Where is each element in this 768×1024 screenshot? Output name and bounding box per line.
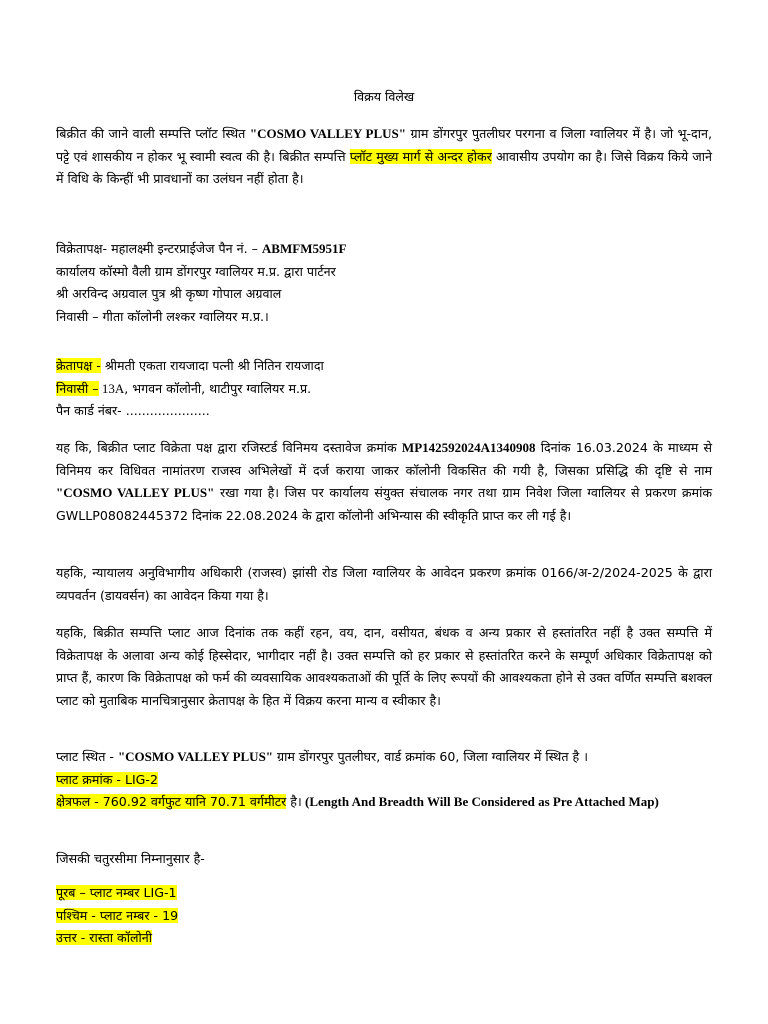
registration-doc-number: MP142592024A1340908 [401,440,536,455]
registration-text-1: यह कि, बिक्रीत प्लाट विक्रेता पक्ष द्वारा रजिस्टर्ड विनिमय दस्तावेज क्रमांक [56,440,402,455]
plot-map-note: (Length And Breadth Will Be Considered as Pre Attached Map) [301,794,659,809]
plot-location-text: ग्राम डोंगरपुर पुतलीघर, वार्ड क्रमांक 60, जिला ग्वालियर में स्थित है । [273,749,588,764]
buyer-section [56,355,712,423]
registration-text-3: रखा गया है। जिस पर कार्यालय संयुक्त संचालक नगर तथा ग्राम निवेश जिला ग्वालियर से प्रकरण क्रमांक GWLLP08082445372 दिनांक 22.08.2024 के द्वारा कॉलोनी अभिन्यास की स्वीकृति प्राप्त कर ली गई है। [56,485,713,523]
registration-text-2: दिनांक 16.03.2024 के माध्यम से विनिमय कर विधिवत नामांतरण राजस्व अभिलेखों में दर्ज कराया जाकर कॉलोनी विकसित की गयी है, जिसका प्रसिद्धि की दृष्टि से नाम [56,440,713,478]
boundary-east [56,882,712,905]
buyer-address-number: 13A [98,380,125,396]
buyer-line-2 [56,378,712,401]
registration-project-name: "COSMO VALLEY PLUS" [56,485,215,500]
diversion-paragraph: यहकि, न्यायालय अनुविभागीय अधिकारी (राजस्व) झांसी रोड जिला ग्वालियर के आवेदन प्रकरण क्रमांक 0166/अ-2/2024-2025 के द्वारा व्यपवर्तन (डायवर्सन) का आवेदन किया गया है। [56,565,712,603]
seller-label: विक्रेतापक्ष- महालक्ष्मी इन्टरप्राईजेज पैन नं. – [56,241,262,256]
buyer-name: श्रीमती एकता रायजादा पत्नी श्री नितिन रायजादा [100,358,324,373]
buyer-address-label: निवासी – [56,380,99,396]
plot-location-label: प्लाट स्थित - [56,749,118,764]
seller-line-3: श्री अरविन्द अग्रवाल पुत्र श्री कृष्ण गोपाल अग्रवाल [56,286,282,301]
rights-paragraph: यहकि, बिक्रीत सम्पत्ति प्लाट आज दिनांक तक कहीं रहन, वय, दान, वसीयत, बंधक व अन्य प्रकार से हस्तांतरित नहीं है उक्त सम्पत्ति में विक्रेतापक्ष के अलावा अन्य कोई हिस्सेदार, भागीदार नहीं है। उक्त सम्पत्ति को हर प्रकार से हस्तांतरित करने के सम्पूर्ण अधिकार विक्रेतापक्ष को प्राप्त हैं, कारण कि विक्रेतापक्ष को फर्म की व्यवसायिक आवश्यकताओं की पूर्ति के लिए रूपयों की आवश्यकता होने से उक्त वर्णित सम्पत्ति बशक्ल प्लाट को मुताबिक मानचित्रानुसार क्रेतापक्ष के हित में विक्रय करना मान्य व स्वीकार है। [56,625,712,708]
plot-location-line [56,746,712,769]
seller-line-1 [56,238,712,261]
plot-area-line [56,791,712,814]
boundary-north [56,927,712,950]
document-title: विक्रय विलेख [353,89,415,104]
plot-project-name: "COSMO VALLEY PLUS" [117,749,274,764]
plot-number: प्लाट क्रमांक - LIG-2 [56,771,158,787]
seller-line-4: निवासी – गीता कॉलोनी लश्कर ग्वालियर म.प्र.। [56,308,269,324]
boundary-heading: जिसकी चतुरसीमा निम्नानुसार है- [56,851,205,866]
plot-area-suffix: है। [286,794,302,809]
plot-section [56,746,712,814]
plot-number-line [56,769,712,792]
intro-text-1: बिक्रीत की जाने वाली सम्पत्ति प्लॉट स्थित [56,126,250,141]
intro-paragraph [56,123,712,191]
boundary-north-text: उत्तर - रास्ता कॉलोनी [56,930,153,945]
intro-text-2: ग्राम डोंगरपुर पुतलीघर परगना व जिला ग्वालियर में है। जो भू-दान, पट्टे एवं शासकीय न होकर भू स्वामी स्वत्व की है। बिक्रीत सम्पत्ति [56,126,713,164]
seller-line-2: कार्यालय कॉस्मो वैली ग्राम डोंगरपुर ग्वालियर म.प्र. द्वारा पार्टनर [56,263,336,279]
seller-pan: ABMFM5951F [261,241,347,256]
boundary-west [56,905,712,928]
highlight-plot-inside: प्लॉट मुख्य मार्ग से अन्दर होकर [349,148,492,164]
intro-text-3: आवासीय उपयोग का है। जिसे विक्रय किये जाने में विधि के किन्हीं भी प्रावधानों का उलंघन नहीं होता है। [56,148,712,186]
buyer-pan-line: पैन कार्ड नंबर- ..................... [56,403,210,418]
plot-area: क्षेत्रफल - 760.92 वर्गफुट यानि 70.71 वर्गमीटर [56,794,287,809]
boundary-west-text: पश्चिम - प्लाट नम्बर - 19 [56,907,179,923]
boundary-east-text: पूरब – प्लाट नम्बर LIG-1 [56,885,177,900]
buyer-label: क्रेतापक्ष - [56,358,101,373]
buyer-address: , भगवन कॉलोनी, थाटीपुर ग्वालियर म.प्र. [124,380,312,396]
seller-section [56,238,712,328]
buyer-line-1 [56,355,712,378]
boundary-list [56,882,712,950]
project-name: "COSMO VALLEY PLUS" [249,126,406,141]
registration-paragraph [56,437,712,527]
